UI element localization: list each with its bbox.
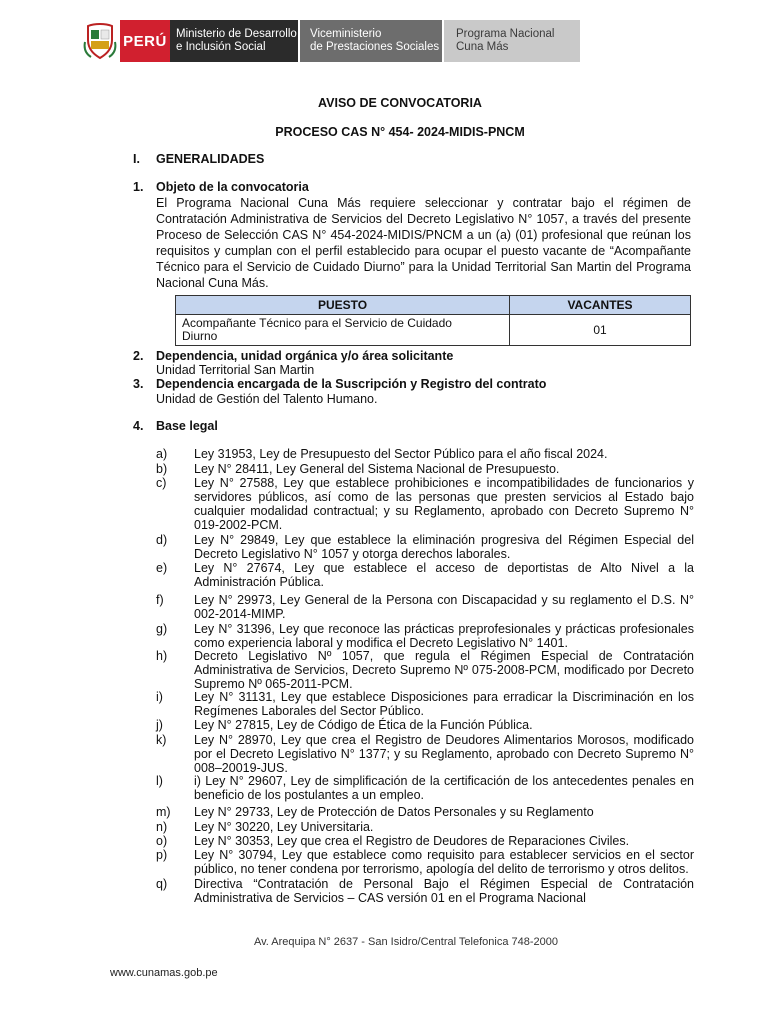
list-item-marker: c): [156, 476, 167, 490]
program-label: Programa Nacional Cuna Más: [444, 20, 580, 62]
list-item-marker: e): [156, 561, 168, 575]
item-text: El Programa Nacional Cuna Más requiere seleccionar y contratar bajo el régimen de Contratación Administrativa de Servicios del Decreto Legislativo N° 1057, a través del presente Proceso de Selección CAS N° 454-2024-MIDIS/PNCM a un (a) (01) profesional que reúnan los requisitos y cumplan con el perfil establecido para ocupar el puesto vacante de “Acompañante Técnico para el Servicio de Cuidado Diurno” para la Unidad Territorial San Martin del Programa Nacional Cuna Más.: [156, 196, 691, 290]
header-banner: [80, 20, 580, 62]
table-cell-vacantes: 01: [510, 315, 691, 346]
item-title: Base legal: [156, 419, 218, 433]
list-item-text: Ley 31953, Ley de Presupuesto del Sector Público para el año fiscal 2024.: [194, 447, 608, 461]
table-header-vacantes: VACANTES: [510, 296, 691, 315]
list-item-marker: p): [156, 848, 168, 862]
item-text: Unidad de Gestión del Talento Humano.: [156, 392, 378, 406]
list-item-marker: m): [156, 805, 171, 819]
item-text: Unidad Territorial San Martin: [156, 363, 315, 377]
list-item-text: Ley N° 30220, Ley Universitaria.: [194, 820, 374, 834]
list-item-text: Ley N° 27674, Ley que establece el acceso de deportistas de Alto Nivel a la Administración Pública.: [194, 561, 694, 589]
list-item-marker: k): [156, 733, 167, 747]
list-item-marker: n): [156, 820, 168, 834]
list-item-marker: q): [156, 877, 168, 891]
viceministry-label: Viceministerio de Prestaciones Sociales: [300, 20, 442, 62]
list-item-text: Ley N° 30353, Ley que crea el Registro de Deudores de Reparaciones Civiles.: [194, 834, 630, 848]
list-item-text: Ley N° 31396, Ley que reconoce las prácticas preprofesionales y prácticas profesionales como experiencia laboral y modifica el Decreto Legislativo N° 1401.: [194, 622, 694, 650]
list-item-text: Decreto Legislativo Nº 1057, que regula el Régimen Especial de Contratación Administrativa de Servicios, Decreto Supremo Nº 075-2008-PCM, modificado por Decreto Supremo Nº 065-2011-PCM.: [194, 649, 694, 691]
peru-label: PERÚ: [120, 20, 170, 62]
table-row: [176, 315, 691, 346]
item-title: Objeto de la convocatoria: [156, 180, 309, 194]
item-title: Dependencia encargada de la Suscripción y Registro del contrato: [156, 377, 547, 391]
list-item-text: Ley N° 30794, Ley que establece como requisito para establecer servicios en el sector público, no tener condena por terrorismo, apología del delito de terrorismo y otros delitos.: [194, 848, 694, 876]
footer-address: Av. Arequipa N° 2637 - San Isidro/Central Telefonica 748-2000: [253, 936, 559, 948]
list-item-text: Ley N° 27815, Ley de Código de Ética de la Función Pública.: [194, 718, 533, 732]
ministry-label: Ministerio de Desarrollo e Inclusión Social: [170, 20, 298, 62]
list-item-marker: i): [156, 690, 163, 704]
coat-of-arms-icon: [80, 20, 120, 62]
footer-website: www.cunamas.gob.pe: [110, 967, 218, 979]
list-item-marker: h): [156, 649, 168, 663]
item-number: 2.: [133, 349, 144, 363]
list-item-text: Ley N° 31131, Ley que establece Disposiciones para erradicar la Discriminación en los Regímenes Laborales del Sector Público.: [194, 690, 694, 718]
item-title: Dependencia, unidad orgánica y/o área solicitante: [156, 349, 454, 363]
document-title: AVISO DE CONVOCATORIA: [318, 96, 482, 110]
vacancy-table: [175, 295, 691, 346]
section-title: GENERALIDADES: [156, 152, 265, 166]
list-item-marker: o): [156, 834, 168, 848]
document-subtitle: PROCESO CAS N° 454- 2024-MIDIS-PNCM: [275, 125, 525, 139]
list-item-text: Directiva “Contratación de Personal Bajo el Régimen Especial de Contratación Administrativa de Servicios – CAS versión 01 en el Programa Nacional: [194, 877, 694, 905]
list-item-text: Ley N° 29973, Ley General de la Persona con Discapacidad y su reglamento el D.S. N° 002-2014-MIMP.: [194, 593, 694, 621]
table-header-puesto: PUESTO: [176, 296, 510, 315]
list-item-marker: a): [156, 447, 168, 461]
list-item-text: Ley N° 28970, Ley que crea el Registro de Deudores Alimentarios Morosos, modificado por el Decreto Legislativo N° 1377; y su Reglamento, aprobado con Decreto Supremo N° 008–20019-JUS.: [194, 733, 694, 775]
table-cell-puesto: Acompañante Técnico para el Servicio de Cuidado Diurno: [176, 315, 510, 346]
list-item-text: Ley N° 27588, Ley que establece prohibiciones e incompatibilidades de funcionarios y servidores públicos, así como de las personas que presten servicios al Estado bajo cualquier modalidad contractual; y su Reglamento, aprobado con Decreto Supremo N° 019-2002-PCM.: [194, 476, 694, 532]
list-item-text: Ley N° 29849, Ley que establece la eliminación progresiva del Régimen Especial del Decreto Legislativo N° 1057 y otorga derechos laborales.: [194, 533, 694, 561]
list-item-marker: b): [156, 462, 168, 476]
list-item-marker: d): [156, 533, 168, 547]
item-number: 3.: [133, 377, 144, 391]
section-number: I.: [133, 152, 140, 166]
item-number: 4.: [133, 419, 144, 433]
list-item-marker: l): [156, 774, 163, 788]
list-item-marker: f): [156, 593, 164, 607]
list-item-text: i) Ley N° 29607, Ley de simplificación de la certificación de los antecedentes penales en beneficio de los postulantes a un empleo.: [194, 774, 694, 802]
list-item-text: Ley N° 29733, Ley de Protección de Datos Personales y su Reglamento: [194, 805, 594, 819]
list-item-text: Ley N° 28411, Ley General del Sistema Nacional de Presupuesto.: [194, 462, 560, 476]
item-number: 1.: [133, 180, 144, 194]
list-item-marker: j): [156, 718, 163, 732]
list-item-marker: g): [156, 622, 168, 636]
